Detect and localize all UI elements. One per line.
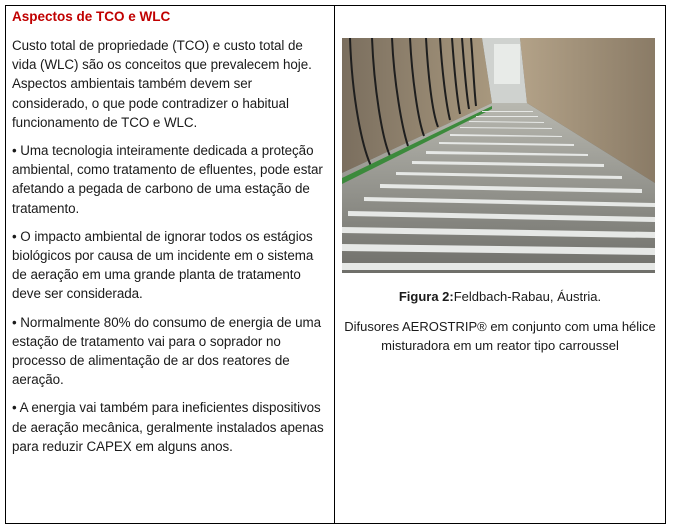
section-heading: Aspectos de TCO e WLC [12,9,171,24]
bullet-paragraph: • Normalmente 80% do consumo de energia de uma estação de tratamento vai para o soprador no processo de alimentação de ar dos reatores de aeração. [12,314,322,388]
left-column [12,8,330,465]
bullet-paragraph: • Uma tecnologia inteiramente dedicada a proteção ambiental, como tratamento de efluentes, pode estar afetando a pegada de carbono de uma estação de tratamento. [12,143,323,216]
figure-description: Difusores AEROSTRIP® em conjunto com uma hélice misturadora em um reator tipo carroussel [344,319,656,353]
intro-paragraph: Custo total de propriedade (TCO) e custo total de vida (WLC) são os conceitos que prevalecem hoje. Aspectos ambientais também devem ser considerado, o que pode contradizer o habitual funcionamento de TCO e WLC. [12,38,312,130]
figure-caption-text: Feldbach-Rabau, Áustria. [453,289,602,304]
figure-label: Figura 2: [398,289,454,304]
figure-caption [335,288,665,306]
bullet-paragraph: • O impacto ambiental de ignorar todos os estágios biológicos por causa de um incidente em o sistema de aeração em uma grande planta de tratamento deve ser considerada. [12,228,314,302]
bullet-paragraph: • A energia vai também para ineficientes dispositivos de aeração mecânica, geralmente instalados apenas para reduzir CAPEX em alguns anos. [12,400,324,454]
column-divider [334,5,335,524]
aeration-tank-photo [342,38,655,273]
